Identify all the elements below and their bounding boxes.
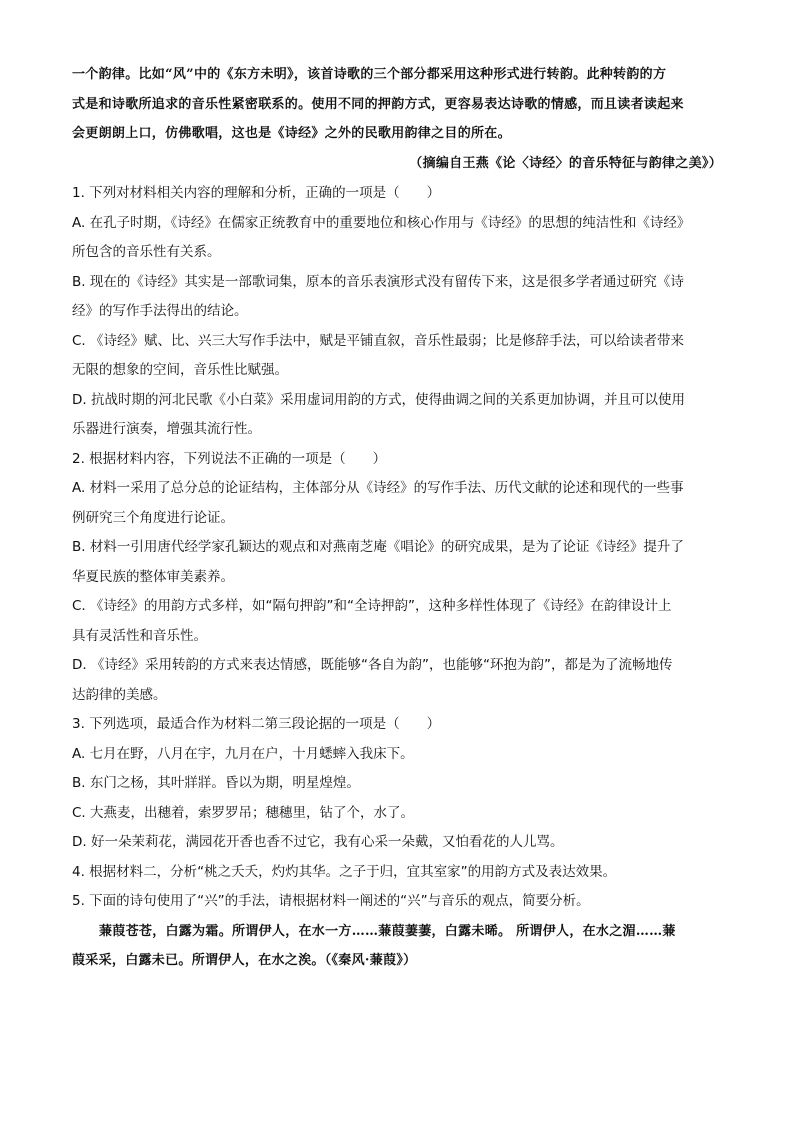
question-3 [72, 710, 722, 858]
poem-line-2: 葭采采，白露未已。所谓伊人，在水之涘。（《秦风·蒹葭》） [72, 953, 417, 968]
question-2-option-c-line-1: C. 《诗经》的用韵方式多样，如“隔句押韵”和“全诗押韵”，这种多样性体现了《诗经》在韵律设计上 [72, 598, 672, 614]
intro-passage [72, 60, 722, 178]
intro-line-1: 一个韵律。比如“风”中的《东方未明》，该首诗歌的三个部分都采用这种形式进行转韵。此种转韵的方 [72, 67, 667, 82]
intro-line-3: 会更朗朗上口，仿佛歌唱，这也是《诗经》之外的民歌用韵律之目的所在。 [72, 126, 511, 141]
question-2-option-d-line-2: 达韵律的美感。 [72, 686, 167, 703]
question-2-option-a-line-1: A. 材料一采用了总分总的论证结构，主体部分从《诗经》的写作手法、历代文献的论述和现代的一些事 [72, 480, 684, 496]
question-2-option-b-line-1: B. 材料一引用唐代经学家孔颖达的观点和对燕南芝庵《唱论》的研究成果，是为了论证《诗经》提升了 [72, 539, 684, 555]
question-3-option-b: B. 东门之杨，其叶牂牂。昏以为期，明星煌煌。 [72, 775, 360, 791]
question-1-stem: 1. 下列对材料相关内容的理解和分析，正确的一项是（ ） [72, 185, 441, 201]
source-citation: （摘编自王燕《论〈诗经〉的音乐特征与韵律之美》） [409, 155, 722, 171]
question-5-stem: 5. 下面的诗句使用了“兴”的手法，请根据材料一阐述的“兴”与音乐的观点，简要分析。 [72, 893, 590, 909]
question-1-option-a-line-1: A. 在孔子时期，《诗经》在儒家正统教育中的重要地位和核心作用与《诗经》的思想的纯洁性和《诗经》 [72, 214, 691, 231]
question-2 [72, 445, 722, 711]
question-3-option-a: A. 七月在野，八月在宇，九月在户，十月蟋蟀入我床下。 [72, 745, 414, 762]
question-1-option-c-line-2: 无限的想象的空间，音乐性比赋强。 [72, 362, 288, 378]
question-2-option-a-line-2: 例研究三个角度进行论证。 [72, 509, 234, 526]
question-3-stem: 3. 下列选项，最适合作为材料二第三段论据的一项是（ ） [72, 716, 441, 732]
question-5 [72, 887, 722, 976]
question-1-option-b-line-1: B. 现在的《诗经》其实是一部歌词集，原本的音乐表演形式没有留传下来，这是很多学者通过研究《诗 [72, 273, 684, 290]
question-2-stem: 2. 根据材料内容，下列说法不正确的一项是（ ） [72, 450, 387, 467]
question-1-option-b-line-2: 经》的写作手法得出的结论。 [72, 303, 248, 319]
question-1-option-d-line-2: 乐器进行演奏，增强其流行性。 [72, 421, 261, 437]
document-page [72, 60, 722, 976]
question-4-stem: 4. 根据材料二，分析“桃之夭夭，灼灼其华。之子于归，宜其室家”的用韵方式及表达效果。 [72, 863, 617, 880]
question-2-option-b-line-2: 华夏民族的整体审美素养。 [72, 568, 234, 585]
question-3-option-d: D. 好一朵茉莉花，满园花开香也香不过它，我有心采一朵戴，又怕看花的人儿骂。 [72, 834, 564, 850]
intro-line-2: 式是和诗歌所追求的音乐性紧密联系的。使用不同的押韵方式，更容易表达诗歌的情感，而且读者读起来 [72, 96, 684, 112]
question-3-option-c: C. 大燕麦，出穗着，索罗罗吊；穗穗里，钻了个，水了。 [72, 804, 415, 821]
question-2-option-d-line-1: D. 《诗经》采用转韵的方式来表达情感，既能够“各自为韵”，也能够“环抱为韵”，都是为了流畅地传 [72, 657, 673, 673]
question-1 [72, 179, 722, 445]
question-2-option-c-line-2: 具有灵活性和音乐性。 [72, 627, 207, 644]
question-4 [72, 858, 722, 888]
question-1-option-c-line-1: C. 《诗经》赋、比、兴三大写作手法中，赋是平铺直叙，音乐性最弱；比是修辞手法，可以给读者带来 [72, 332, 685, 349]
question-1-option-a-line-2: 所包含的音乐性有关系。 [72, 244, 221, 260]
poem-line-1: 蒹葭苍苍，白露为霜。所谓伊人，在水一方……蒹葭萋萋，白露未晞。 所谓伊人，在水之湄……蒹 [99, 923, 676, 939]
question-1-option-d-line-1: D. 抗战时期的河北民歌《小白菜》采用虚词用韵的方式，使得曲调之间的关系更加协调，并且可以使用 [72, 391, 685, 408]
